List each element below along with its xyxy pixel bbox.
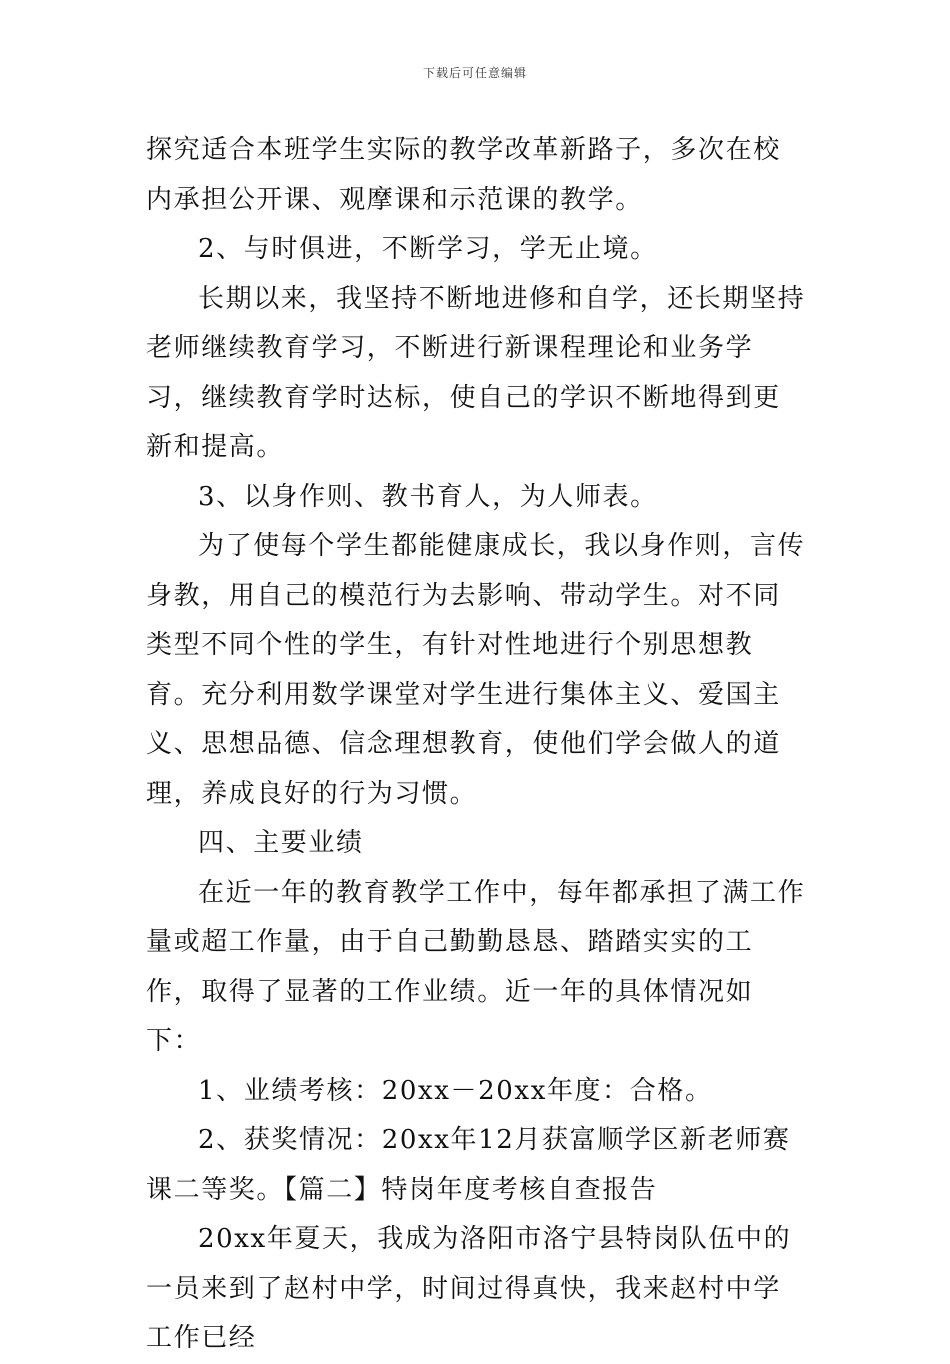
section-heading-achievements: 四、主要业绩 [198, 828, 364, 858]
paragraph-awards: 2、获奖情况：20xx年12月获富顺学区新老师赛课二等奖。【篇二】特岗年度考核自查报告 [146, 1125, 791, 1205]
paragraph-heading-2: 2、与时俱进，不断学习，学无止境。 [198, 234, 658, 264]
paragraph-assessment: 1、业绩考核：20xx－20xx年度：合格。 [198, 1075, 713, 1106]
page-header: 下载后可任意编辑 [422, 66, 527, 80]
paragraph-heading-3: 3、以身作则、教书育人，为人师表。 [198, 481, 658, 512]
paragraph-learning: 长期以来，我坚持不断地进修和自学，还长期坚持老师继续教育学习，不断进行新课程理论和业务学习，继续教育学时达标，使自己的学识不断地得到更新和提高。 [146, 283, 806, 462]
paragraph-role-model: 为了使每个学生都能健康成长，我以身作则，言传身教，用自己的模范行为去影响、带动学生。对不同类型不同个性的学生，有针对性地进行个别思想教育。充分利用数学课堂对学生进行集体主义、爱国主义、思想品德、信念理想教育，使他们学会做人的道理，养成良好的行为习惯。 [146, 531, 806, 809]
paragraph-achievements: 在近一年的教育教学工作中，每年都承担了满工作量或超工作量，由于自己勤勤恳恳、踏踏实实的工作，取得了显著的工作业绩。近一年的具体情况如下： [146, 877, 806, 1056]
paragraph-report-intro: 20xx年夏天，我成为洛阳市洛宁县特岗队伍中的一员来到了赵村中学，时间过得真快，我来赵村中学工作已经 [146, 1224, 792, 1353]
paragraph-continuation: 探究适合本班学生实际的教学改革新路子，多次在校内承担公开课、观摩课和示范课的教学。 [146, 135, 781, 215]
document-body [146, 126, 808, 1364]
